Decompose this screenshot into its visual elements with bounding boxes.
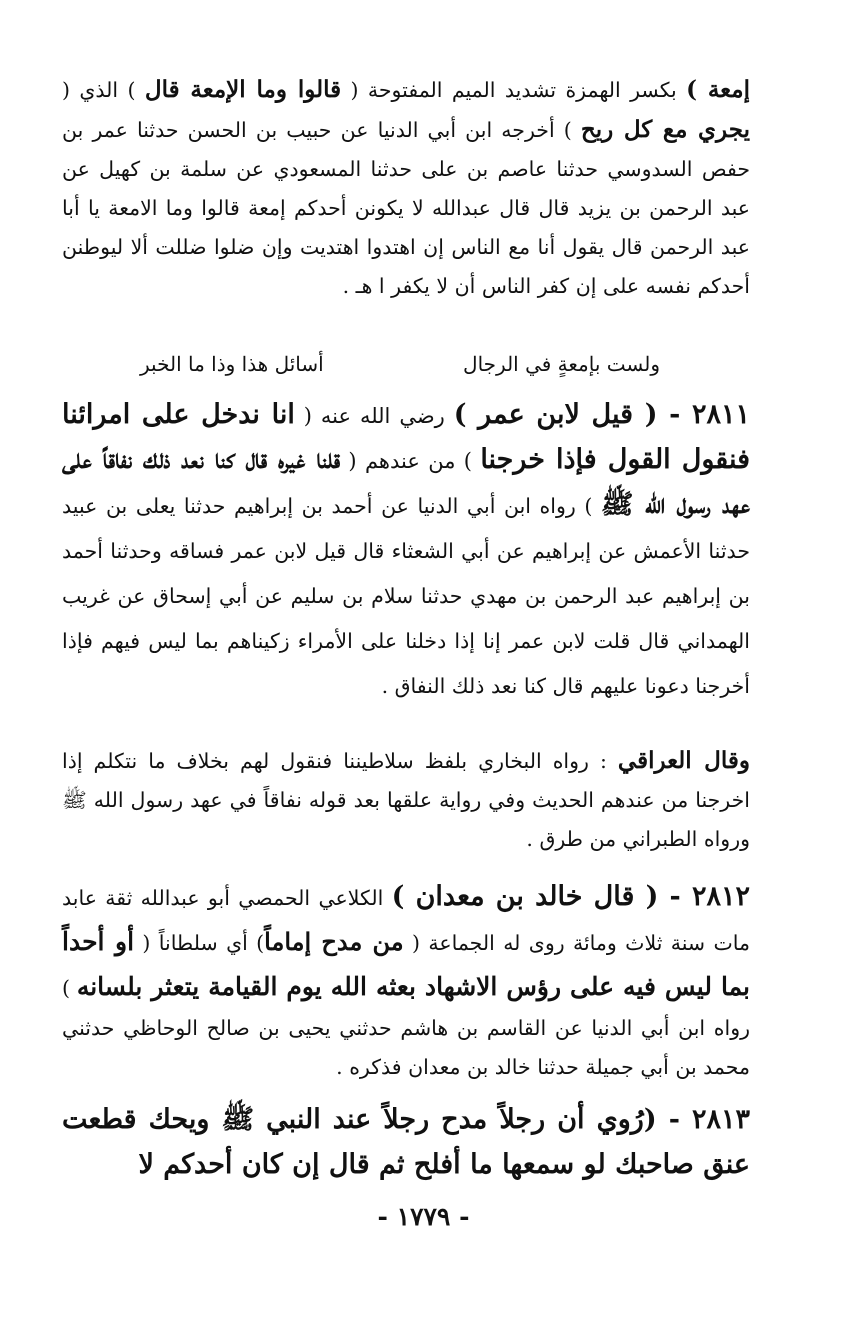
isnad-text: ) أخرجه ابن أبي الدنيا عن حبيب بن الحسن حدثنا عمر بن حفص السدوسي حدثنا عاصم بن على حدثنا المسعودي عن سلمة بن كهيل عن عبد الرحمن بن يزيد قال قال عبدالله لا يكونن أحدكم إمعة قالوا وما الامعة يا أبا عبد الرحمن قال يقول أنا مع الناس إن اهتدوا اهتديت وإن ضلوا ضللت ألا ليوطنن أحدكم نفسه على إن كفر الناس أن لا يكفر ا هـ . — [62, 118, 750, 298]
hadith-matn: قلنا غيره قال كنا نعد ذلك نفاقاً على عهد رسول الله ﷺ — [62, 444, 750, 520]
hadith-2811-heading — [62, 392, 750, 707]
commentary-text: رضي الله عنه ( — [294, 404, 454, 428]
poetry-verse — [140, 344, 660, 384]
hadith-matn: أو أحداً بما ليس فيه على رؤس الاشهاد بعثه الله يوم القيامة يتعثر بلسانه — [62, 927, 750, 1001]
commentary-text: ) الذي ( — [62, 78, 145, 102]
page-number: - ١٧٧٩ - — [377, 1202, 470, 1231]
commentary-text: ) من عندهم ( — [340, 449, 481, 473]
hadith-2813 — [62, 1097, 750, 1187]
commentary-text: : رواه البخاري بلفظ سلاطيننا فنقول لهم بخلاف ما نتكلم إذا اخرجنا من عندهم الحديث وفي رواية علقها بعد قوله نفاقاً في عهد رسول الله ﷺ ورواه الطبراني من طرق . — [62, 749, 750, 851]
hadith-matn: من مدح إماماً — [264, 927, 404, 956]
bold-attribution: وقال العراقي — [617, 747, 750, 774]
verse-second-hemistich: أسائل هذا وذا ما الخبر — [140, 352, 324, 376]
commentary-text: ) أي سلطاناً ( — [134, 931, 265, 955]
hadith-2812-body — [62, 874, 750, 1087]
bold-term: إمعة ) — [686, 76, 750, 103]
hadith-2813-text: ٢٨١٣ - (رُوي أن رجلاً مدح رجلاً عند النبي ﷺ ويحك قطعت عنق صاحبك لو سمعها ما أفلح ثم قال إن كان أحدكم لا — [62, 1104, 750, 1180]
paragraph-imma — [62, 70, 750, 306]
verse-first-hemistich: ولست بإمعةٍ في الرجال — [463, 352, 660, 376]
isnad-text: ) رواه ابن أبي الدنيا عن أحمد بن إبراهيم حدثنا يعلى بن عبيد حدثنا الأعمش عن إبراهيم عن أبي الشعثاء قال قيل لابن عمر فساقه وحدثنا أحمد بن إبراهيم عبد الرحمن بن مهدي حدثنا سلام بن سليم عن أبي إسحاق عن غريب الهمداني قال قلت لابن عمر إنا إذا دخلنا على الأمراء زكيناهم بما ليس فيهم فإذا أخرجنا دعونا عليهم قال كنا نعد ذلك النفاق . — [62, 494, 750, 698]
paragraph-iraqi — [62, 741, 750, 859]
bold-quote: قالوا وما الإمعة قال — [144, 76, 342, 103]
commentary-text: بكسر الهمزة تشديد الميم المفتوحة ( — [341, 78, 687, 102]
hadith-2811 — [62, 392, 750, 707]
hadith-number-text: ٢٨١١ - ( قيل لابن عمر ) — [453, 399, 751, 430]
hadith-2812 — [62, 874, 750, 1087]
bold-quote: يجري مع كل ريح — [580, 116, 750, 143]
hadith-matn: انا ندخل على امرائنا فنقول القول فإذا خرجنا — [62, 399, 751, 475]
commentary-text: الكلاعي الحمصي أبو عبدالله ثقة عابد مات سنة ثلاث ومائة روى له الجماعة ( — [62, 886, 750, 955]
hadith-number-text: ٢٨١٢ - ( قال خالد بن معدان ) — [391, 881, 750, 912]
isnad-text: ) رواه ابن أبي الدنيا عن القاسم بن هاشم حدثني يحيى بن صالح الوحاظي حدثني محمد بن أبي جميلة حدثنا خالد بن معدان فذكره . — [62, 976, 750, 1079]
